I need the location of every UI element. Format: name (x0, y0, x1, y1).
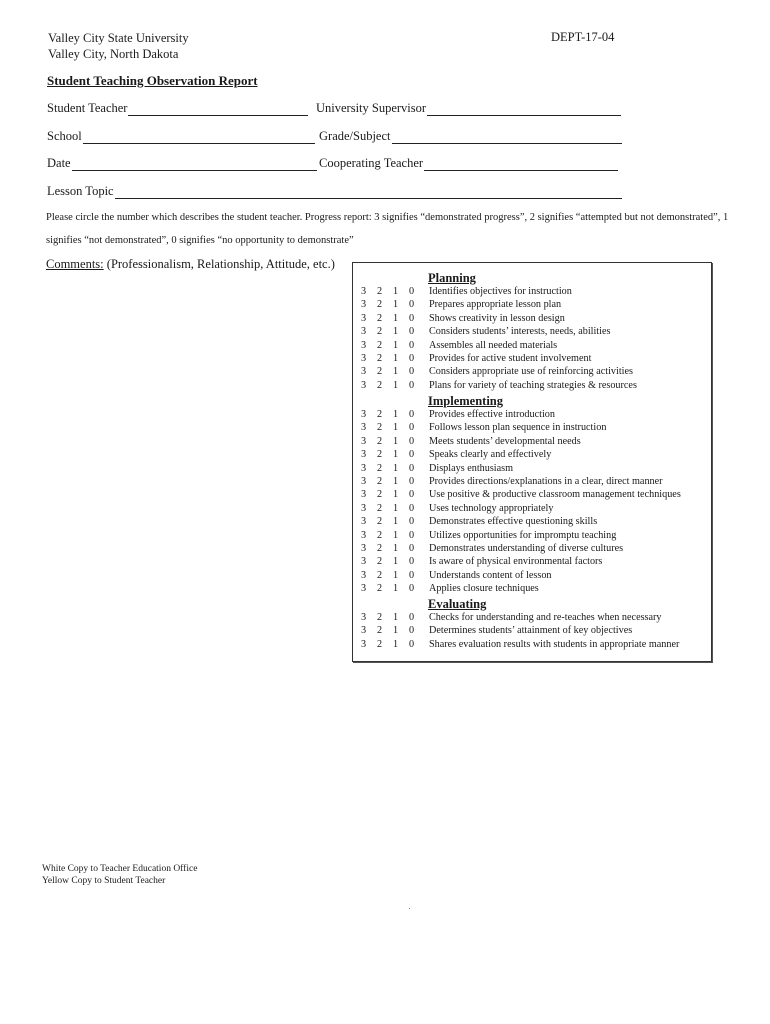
rating-option-1[interactable]: 1 (393, 569, 399, 581)
rating-option-1[interactable]: 1 (393, 366, 399, 378)
student-teacher-field[interactable] (47, 101, 308, 116)
rating-option-2[interactable]: 2 (377, 286, 383, 297)
rating-option-2[interactable]: 2 (377, 583, 383, 595)
rating-option-1[interactable]: 1 (393, 449, 399, 461)
rating-option-1[interactable]: 1 (393, 379, 399, 391)
rating-option-3[interactable]: 3 (361, 569, 367, 581)
rating-option-0[interactable]: 0 (409, 462, 415, 474)
criterion-text: Demonstrates understanding of diverse cultures (429, 543, 624, 554)
student-teacher-line[interactable] (128, 114, 308, 116)
rating-option-3[interactable]: 3 (361, 379, 367, 391)
rating-option-1[interactable]: 1 (393, 612, 399, 623)
rating-option-3[interactable]: 3 (361, 435, 367, 447)
criterion-text: Considers students’ interests, needs, abilities (429, 326, 611, 338)
rating-option-3[interactable]: 3 (361, 543, 367, 554)
rating-option-1[interactable]: 1 (393, 556, 399, 568)
criterion-text: Provides directions/explanations in a clear, direct manner (429, 476, 663, 487)
rating-row (361, 379, 637, 392)
comments-hint: (Professionalism, Relationship, Attitude, etc.) (106, 257, 335, 271)
lesson-topic-label: Lesson Topic (47, 184, 114, 198)
criterion-text: Checks for understanding and re-teaches when necessary (429, 612, 662, 623)
rating-option-0[interactable]: 0 (409, 286, 415, 297)
section-heading-evaluating: Evaluating (428, 597, 487, 611)
rating-option-1[interactable]: 1 (393, 353, 399, 364)
rating-option-0[interactable]: 0 (409, 312, 415, 324)
rating-option-0[interactable]: 0 (409, 489, 415, 501)
rating-option-0[interactable]: 0 (409, 379, 415, 391)
rating-option-0[interactable]: 0 (409, 612, 415, 623)
rating-option-3[interactable]: 3 (361, 625, 367, 637)
rating-option-2[interactable]: 2 (377, 312, 383, 324)
institution-header (48, 30, 189, 62)
rating-option-1[interactable]: 1 (393, 516, 399, 528)
institution-name: Valley City State University (48, 31, 189, 45)
criterion-text: Utilizes opportunities for impromptu teaching (429, 529, 617, 541)
rating-option-1[interactable]: 1 (393, 286, 399, 297)
rating-option-3[interactable]: 3 (361, 529, 367, 541)
rating-option-3[interactable]: 3 (361, 476, 367, 487)
date-label: Date (47, 156, 71, 170)
rating-option-2[interactable]: 2 (377, 612, 383, 623)
rating-option-0[interactable]: 0 (409, 583, 415, 595)
rating-option-0[interactable]: 0 (409, 422, 415, 434)
rating-option-0[interactable]: 0 (409, 366, 415, 378)
form-code: DEPT-17-04 (551, 30, 615, 44)
rating-row (361, 638, 679, 651)
rating-option-1[interactable]: 1 (393, 625, 399, 637)
comments-label: Comments: (46, 257, 104, 271)
rating-option-2[interactable]: 2 (377, 625, 383, 637)
rating-option-0[interactable]: 0 (409, 435, 415, 447)
rating-option-0[interactable]: 0 (409, 529, 415, 541)
rating-row (361, 542, 623, 555)
date-field[interactable] (47, 156, 317, 171)
rating-row (361, 421, 606, 434)
institution-location: Valley City, North Dakota (48, 47, 179, 61)
rating-row (361, 475, 663, 488)
rating-option-1[interactable]: 1 (393, 299, 399, 311)
rating-option-2[interactable]: 2 (377, 569, 383, 581)
grade-subject-line[interactable] (392, 142, 622, 144)
cooperating-teacher-field[interactable] (319, 156, 618, 171)
copy-note-white: White Copy to Teacher Education Office (42, 864, 198, 874)
criterion-text: Prepares appropriate lesson plan (429, 299, 562, 311)
rating-option-2[interactable]: 2 (377, 449, 383, 461)
rating-row (361, 529, 616, 542)
rating-row (361, 515, 597, 528)
rating-row (361, 502, 553, 515)
rating-row (361, 582, 539, 595)
criterion-text: Identifies objectives for instruction (429, 286, 572, 297)
rating-option-2[interactable]: 2 (377, 435, 383, 447)
rating-option-3[interactable]: 3 (361, 502, 367, 514)
rating-row (361, 408, 555, 421)
rating-option-3[interactable]: 3 (361, 312, 367, 324)
rating-option-2[interactable]: 2 (377, 299, 383, 311)
school-line[interactable] (83, 142, 315, 144)
rating-option-2[interactable]: 2 (377, 366, 383, 378)
rating-option-0[interactable]: 0 (409, 556, 415, 568)
rating-option-3[interactable]: 3 (361, 366, 367, 378)
rating-option-1[interactable]: 1 (393, 502, 399, 514)
rating-option-0[interactable]: 0 (409, 625, 415, 637)
rating-option-3[interactable]: 3 (361, 462, 367, 474)
criterion-text: Speaks clearly and effectively (429, 449, 552, 461)
rating-option-0[interactable]: 0 (409, 638, 415, 650)
criterion-text: Considers appropriate use of reinforcing activities (429, 366, 633, 378)
rating-option-0[interactable]: 0 (409, 326, 415, 338)
criterion-text: Provides for active student involvement (429, 353, 592, 364)
criterion-text: Demonstrates effective questioning skills (429, 516, 598, 528)
rating-option-1[interactable]: 1 (393, 489, 399, 501)
rating-option-2[interactable]: 2 (377, 339, 383, 351)
cooperating-teacher-line[interactable] (424, 169, 618, 171)
rating-option-3[interactable]: 3 (361, 326, 367, 338)
comments-heading (46, 257, 335, 272)
criterion-text: Meets students’ developmental needs (429, 435, 581, 447)
rating-row (361, 285, 572, 298)
rating-option-1[interactable]: 1 (393, 435, 399, 447)
rating-option-2[interactable]: 2 (377, 422, 383, 434)
rating-option-1[interactable]: 1 (393, 312, 399, 324)
rating-option-3[interactable]: 3 (361, 422, 367, 434)
rating-option-2[interactable]: 2 (377, 379, 383, 391)
rating-option-2[interactable]: 2 (377, 543, 383, 554)
rating-option-1[interactable]: 1 (393, 422, 399, 434)
criterion-text: Determines students’ attainment of key objectives (429, 625, 633, 637)
rating-row (361, 555, 602, 568)
lesson-topic-field[interactable] (47, 184, 622, 199)
report-title: Student Teaching Observation Report (47, 73, 258, 88)
school-label: School (47, 129, 82, 143)
rating-option-2[interactable]: 2 (377, 489, 383, 501)
cooperating-teacher-label: Cooperating Teacher (319, 156, 424, 170)
rating-option-3[interactable]: 3 (361, 299, 367, 311)
rating-option-3[interactable]: 3 (361, 638, 367, 650)
section-heading-implementing: Implementing (428, 394, 503, 408)
rating-option-1[interactable]: 1 (393, 462, 399, 474)
rating-option-1[interactable]: 1 (393, 638, 399, 650)
rating-row (361, 611, 662, 624)
rating-row (361, 448, 551, 461)
rating-row (361, 352, 591, 365)
rating-option-2[interactable]: 2 (377, 516, 383, 528)
rating-option-1[interactable]: 1 (393, 409, 399, 420)
rating-option-3[interactable]: 3 (361, 286, 367, 297)
criterion-text: Follows lesson plan sequence in instruction (429, 422, 607, 434)
date-line[interactable] (72, 169, 317, 171)
criterion-text: Applies closure techniques (429, 583, 539, 595)
rating-row (361, 462, 513, 475)
rating-option-3[interactable]: 3 (361, 489, 367, 501)
grade-subject-field[interactable] (319, 129, 622, 144)
university-supervisor-label: University Supervisor (316, 101, 427, 115)
school-field[interactable] (47, 129, 315, 144)
rating-option-2[interactable]: 2 (377, 476, 383, 487)
criterion-text: Plans for variety of teaching strategies & resources (429, 379, 637, 391)
lesson-topic-line[interactable] (115, 197, 622, 199)
rating-option-2[interactable]: 2 (377, 353, 383, 364)
rating-row (361, 312, 565, 325)
rating-option-0[interactable]: 0 (409, 353, 415, 364)
rating-row (361, 325, 610, 338)
grade-subject-label: Grade/Subject (319, 129, 391, 143)
university-supervisor-field[interactable] (316, 101, 621, 116)
rating-row (361, 569, 552, 582)
rating-row (361, 624, 632, 637)
rating-option-0[interactable]: 0 (409, 476, 415, 487)
criterion-text: Use positive & productive classroom management techniques (429, 489, 681, 501)
criterion-text: Shows creativity in lesson design (429, 312, 565, 324)
rating-row (361, 488, 681, 501)
criterion-text: Displays enthusiasm (429, 462, 514, 474)
rating-option-1[interactable]: 1 (393, 326, 399, 338)
rating-option-3[interactable]: 3 (361, 353, 367, 364)
section-heading-planning: Planning (428, 271, 476, 285)
rating-option-0[interactable]: 0 (409, 516, 415, 528)
rating-option-3[interactable]: 3 (361, 449, 367, 461)
rating-row (361, 365, 633, 378)
rating-option-1[interactable]: 1 (393, 543, 399, 554)
scan-speck (409, 908, 410, 909)
copy-note-yellow: Yellow Copy to Student Teacher (42, 876, 166, 886)
criterion-text: Is aware of physical environmental factors (429, 556, 603, 568)
rating-option-3[interactable]: 3 (361, 556, 367, 568)
rating-row (361, 435, 581, 448)
rating-row (361, 339, 557, 352)
rating-instructions: Please circle the number which describes the student teacher. Progress report: 3 signifies “demonstrated progress”, 2 signifies “attempted but not demonstrated”, 1 signifies “not demonstrated”, 0 signifies “no opportunity to demonstrate” (46, 212, 729, 246)
rating-option-1[interactable]: 1 (393, 339, 399, 351)
university-supervisor-line[interactable] (427, 114, 621, 116)
rating-row (361, 298, 561, 311)
rating-option-0[interactable]: 0 (409, 409, 415, 420)
rating-option-0[interactable]: 0 (409, 339, 415, 351)
rating-checklist-box (352, 262, 712, 662)
criterion-text: Uses technology appropriately (429, 502, 554, 514)
rating-option-3[interactable]: 3 (361, 516, 367, 528)
rating-option-3[interactable]: 3 (361, 409, 367, 420)
rating-option-3[interactable]: 3 (361, 339, 367, 351)
criterion-text: Shares evaluation results with students in appropriate manner (429, 638, 680, 650)
rating-option-1[interactable]: 1 (393, 529, 399, 541)
rating-option-0[interactable]: 0 (409, 299, 415, 311)
criterion-text: Provides effective introduction (429, 409, 555, 420)
rating-option-3[interactable]: 3 (361, 612, 367, 623)
rating-option-1[interactable]: 1 (393, 583, 399, 595)
rating-option-3[interactable]: 3 (361, 583, 367, 595)
criterion-text: Understands content of lesson (429, 569, 552, 581)
rating-option-0[interactable]: 0 (409, 569, 415, 581)
criterion-text: Assembles all needed materials (429, 339, 558, 351)
student-teacher-label: Student Teacher (47, 101, 128, 115)
rating-option-2[interactable]: 2 (377, 638, 383, 650)
rating-option-2[interactable]: 2 (377, 409, 383, 420)
rating-option-2[interactable]: 2 (377, 502, 383, 514)
rating-option-0[interactable]: 0 (409, 543, 415, 554)
rating-option-2[interactable]: 2 (377, 556, 383, 568)
rating-option-2[interactable]: 2 (377, 462, 383, 474)
rating-option-2[interactable]: 2 (377, 529, 383, 541)
rating-option-2[interactable]: 2 (377, 326, 383, 338)
rating-option-0[interactable]: 0 (409, 449, 415, 461)
rating-option-1[interactable]: 1 (393, 476, 399, 487)
copy-distribution-note (42, 863, 197, 887)
rating-option-0[interactable]: 0 (409, 502, 415, 514)
